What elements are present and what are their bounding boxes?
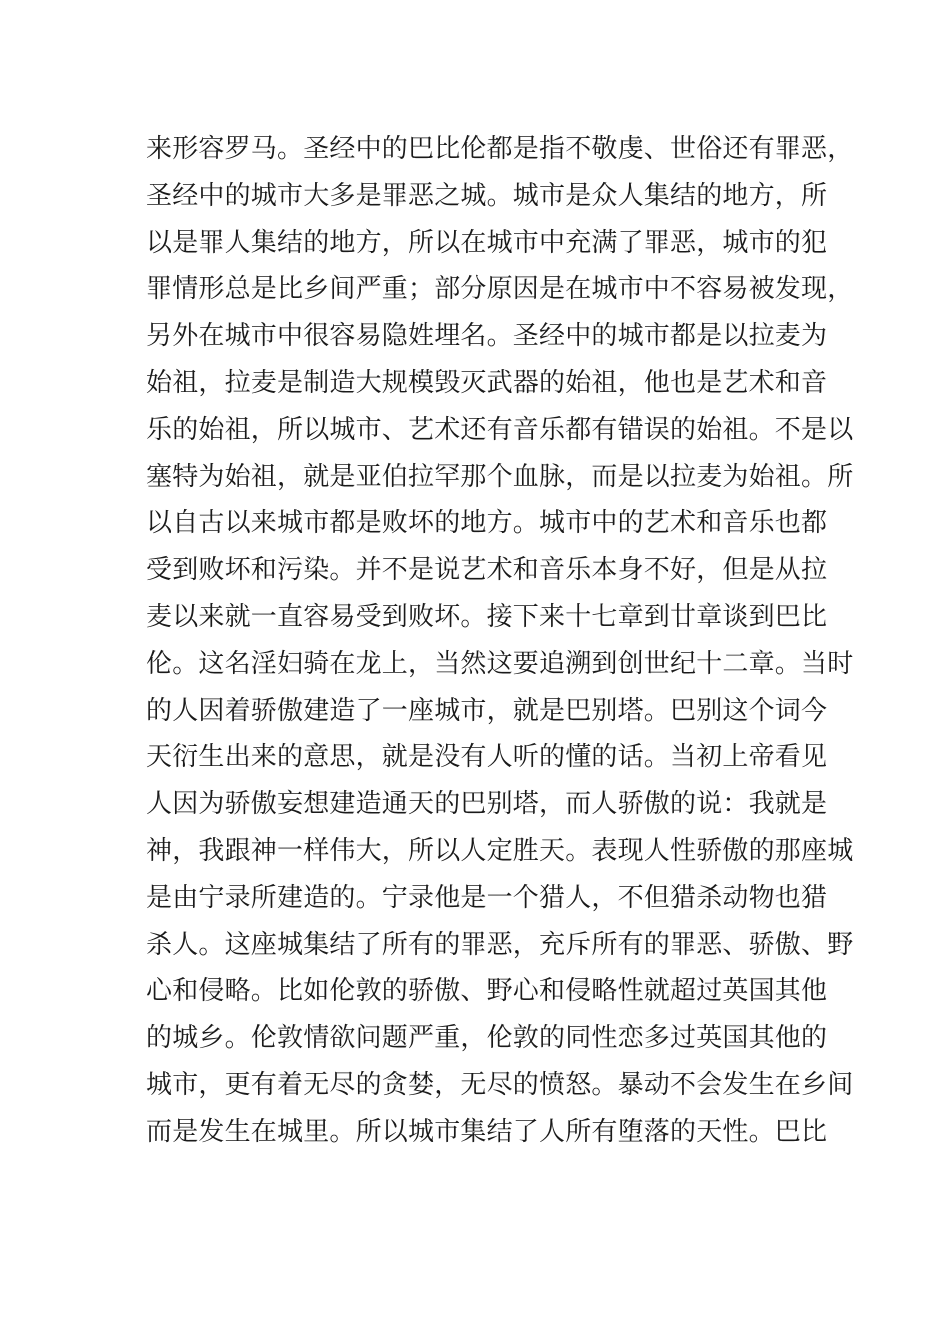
text-line: 的城乡。伦敦情欲问题严重，伦敦的同性恋多过英国其他的 (146, 1023, 828, 1054)
text-line: 麦以来就一直容易受到败坏。接下来十七章到廿章谈到巴比 (146, 601, 828, 632)
text-line: 始祖，拉麦是制造大规模毁灭武器的始祖，他也是艺术和音 (146, 367, 828, 398)
text-line: 罪情形总是比乡间严重；部分原因是在城市中不容易被发现， (146, 274, 854, 305)
text-line: 人因为骄傲妄想建造通天的巴别塔，而人骄傲的说：我就是 (146, 789, 828, 820)
text-line: 来形容罗马。圣经中的巴比伦都是指不敬虔、世俗还有罪恶， (146, 134, 854, 164)
text-line: 伦。这名淫妇骑在龙上，当然这要追溯到创世纪十二章。当时 (146, 648, 854, 679)
text-line: 而是发生在城里。所以城市集结了人所有堕落的天性。巴比 (146, 1116, 828, 1147)
text-line: 乐的始祖，所以城市、艺术还有音乐都有错误的始祖。不是以 (146, 414, 854, 445)
text-line: 圣经中的城市大多是罪恶之城。城市是众人集结的地方，所 (146, 180, 828, 211)
text-line: 是由宁录所建造的。宁录他是一个猎人，不但猎杀动物也猎 (146, 882, 828, 913)
text-line: 城市，更有着无尽的贪婪，无尽的愤怒。暴动不会发生在乡间 (146, 1069, 854, 1100)
text-line: 天衍生出来的意思，就是没有人听的懂的话。当初上帝看见 (146, 742, 828, 773)
body-text (146, 126, 854, 1156)
text-line: 神，我跟神一样伟大，所以人定胜天。表现人性骄傲的那座城 (146, 835, 854, 866)
text-line: 以是罪人集结的地方，所以在城市中充满了罪恶，城市的犯 (146, 227, 828, 258)
text-line: 的人因着骄傲建造了一座城市，就是巴别塔。巴别这个词今 (146, 695, 828, 726)
text-line: 心和侵略。比如伦敦的骄傲、野心和侵略性就超过英国其他 (146, 976, 828, 1007)
text-line: 杀人。这座城集结了所有的罪恶，充斥所有的罪恶、骄傲、野 (146, 929, 854, 960)
text-line: 另外在城市中很容易隐姓埋名。圣经中的城市都是以拉麦为 (146, 321, 828, 352)
text-line: 受到败坏和污染。并不是说艺术和音乐本身不好，但是从拉 (146, 555, 828, 586)
text-line: 塞特为始祖，就是亚伯拉罕那个血脉，而是以拉麦为始祖。所 (146, 461, 854, 492)
text-line: 以自古以来城市都是败坏的地方。城市中的艺术和音乐也都 (146, 508, 828, 539)
